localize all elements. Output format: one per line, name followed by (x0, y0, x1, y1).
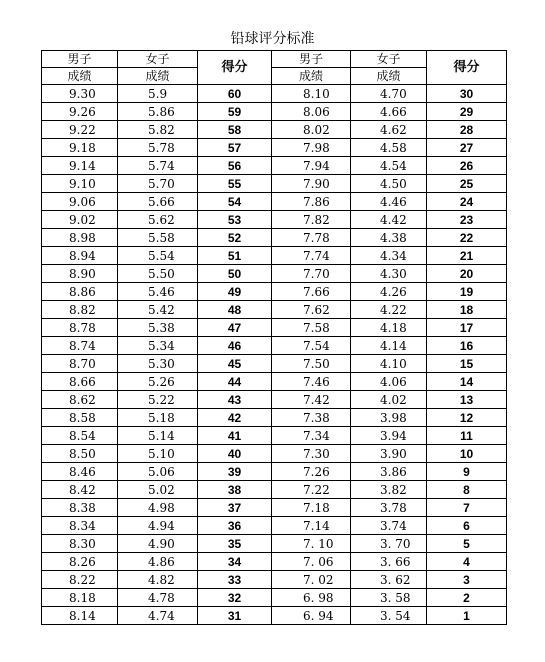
score-cell: 51 (198, 247, 272, 265)
score-cell: 2 (427, 589, 507, 607)
male-result-cell: 8.46 (42, 463, 118, 481)
score-cell: 32 (198, 589, 272, 607)
female-result-cell: 5.10 (118, 445, 198, 463)
female-result-cell: 4.22 (351, 301, 427, 319)
female-result-cell: 5.14 (118, 427, 198, 445)
score-cell: 59 (198, 103, 272, 121)
female-result-cell: 5.30 (118, 355, 198, 373)
female-result-cell: 3.86 (351, 463, 427, 481)
male-result-cell: 9.02 (42, 211, 118, 229)
table-row (42, 571, 507, 589)
female-result-cell: 4.82 (118, 571, 198, 589)
table-row (42, 139, 507, 157)
male-result-cell: 7.78 (272, 229, 351, 247)
score-cell: 48 (198, 301, 272, 319)
score-cell: 5 (427, 535, 507, 553)
male-result-cell: 7.22 (272, 481, 351, 499)
score-cell: 22 (427, 229, 507, 247)
score-cell: 21 (427, 247, 507, 265)
female-header-bottom: 成绩 (118, 68, 198, 85)
score-header: 得分 (427, 51, 507, 85)
female-result-cell: 4.98 (118, 499, 198, 517)
male-result-cell: 7.58 (272, 319, 351, 337)
score-cell: 15 (427, 355, 507, 373)
female-result-cell: 4.06 (351, 373, 427, 391)
table-row (42, 85, 507, 103)
female-result-cell: 4.78 (118, 589, 198, 607)
male-result-cell: 7.82 (272, 211, 351, 229)
male-result-cell: 9.14 (42, 157, 118, 175)
table-row (42, 535, 507, 553)
male-result-cell: 7.54 (272, 337, 351, 355)
header-row-top (42, 51, 507, 68)
table-body (42, 85, 507, 625)
score-cell: 4 (427, 553, 507, 571)
score-cell: 30 (427, 85, 507, 103)
male-result-cell: 8.66 (42, 373, 118, 391)
male-result-cell: 7.98 (272, 139, 351, 157)
score-cell: 16 (427, 337, 507, 355)
male-result-cell: 9.26 (42, 103, 118, 121)
table-row (42, 121, 507, 139)
female-result-cell: 4.54 (351, 157, 427, 175)
male-result-cell: 7.86 (272, 193, 351, 211)
score-cell: 10 (427, 445, 507, 463)
female-result-cell: 3.78 (351, 499, 427, 517)
male-result-cell: 7.30 (272, 445, 351, 463)
female-result-cell: 5.46 (118, 283, 198, 301)
table-row (42, 355, 507, 373)
male-result-cell: 8.34 (42, 517, 118, 535)
female-result-cell: 4.46 (351, 193, 427, 211)
score-cell: 41 (198, 427, 272, 445)
male-result-cell: 7.90 (272, 175, 351, 193)
table-row (42, 427, 507, 445)
male-result-cell: 8.14 (42, 607, 118, 625)
male-result-cell: 8.94 (42, 247, 118, 265)
male-result-cell: 7.50 (272, 355, 351, 373)
table-row (42, 319, 507, 337)
female-result-cell: 4.10 (351, 355, 427, 373)
male-result-cell: 7.38 (272, 409, 351, 427)
score-cell: 1 (427, 607, 507, 625)
male-result-cell: 8.78 (42, 319, 118, 337)
female-result-cell: 3.82 (351, 481, 427, 499)
table-row (42, 391, 507, 409)
male-result-cell: 9.22 (42, 121, 118, 139)
female-result-cell: 3. 70 (351, 535, 427, 553)
table-row (42, 589, 507, 607)
score-cell: 40 (198, 445, 272, 463)
male-result-cell: 8.62 (42, 391, 118, 409)
male-header-bottom: 成绩 (272, 68, 351, 85)
score-cell: 42 (198, 409, 272, 427)
male-result-cell: 6. 98 (272, 589, 351, 607)
female-result-cell: 4.70 (351, 85, 427, 103)
male-result-cell: 8.10 (272, 85, 351, 103)
male-result-cell: 7.34 (272, 427, 351, 445)
female-result-cell: 4.86 (118, 553, 198, 571)
score-cell: 43 (198, 391, 272, 409)
score-cell: 47 (198, 319, 272, 337)
female-result-cell: 5.78 (118, 139, 198, 157)
male-result-cell: 9.06 (42, 193, 118, 211)
male-result-cell: 8.70 (42, 355, 118, 373)
table-row (42, 283, 507, 301)
score-cell: 7 (427, 499, 507, 517)
male-result-cell: 8.98 (42, 229, 118, 247)
female-result-cell: 3.74 (351, 517, 427, 535)
score-cell: 6 (427, 517, 507, 535)
score-cell: 58 (198, 121, 272, 139)
male-result-cell: 7.42 (272, 391, 351, 409)
score-cell: 14 (427, 373, 507, 391)
score-header: 得分 (198, 51, 272, 85)
table-row (42, 499, 507, 517)
table-row (42, 373, 507, 391)
female-result-cell: 5.9 (118, 85, 198, 103)
table-row (42, 553, 507, 571)
female-result-cell: 5.62 (118, 211, 198, 229)
male-result-cell: 8.90 (42, 265, 118, 283)
score-cell: 12 (427, 409, 507, 427)
score-cell: 38 (198, 481, 272, 499)
table-row (42, 265, 507, 283)
score-cell: 13 (427, 391, 507, 409)
female-header-top: 女子 (118, 51, 198, 68)
male-result-cell: 8.50 (42, 445, 118, 463)
female-result-cell: 3.90 (351, 445, 427, 463)
score-cell: 49 (198, 283, 272, 301)
score-cell: 52 (198, 229, 272, 247)
female-result-cell: 4.18 (351, 319, 427, 337)
female-result-cell: 5.34 (118, 337, 198, 355)
score-cell: 19 (427, 283, 507, 301)
female-result-cell: 4.14 (351, 337, 427, 355)
male-result-cell: 7.70 (272, 265, 351, 283)
score-cell: 11 (427, 427, 507, 445)
female-result-cell: 4.74 (118, 607, 198, 625)
table-row (42, 607, 507, 625)
score-cell: 24 (427, 193, 507, 211)
female-result-cell: 5.82 (118, 121, 198, 139)
table-row (42, 445, 507, 463)
score-cell: 9 (427, 463, 507, 481)
score-cell: 25 (427, 175, 507, 193)
score-cell: 55 (198, 175, 272, 193)
table-row (42, 247, 507, 265)
male-result-cell: 8.18 (42, 589, 118, 607)
male-result-cell: 8.22 (42, 571, 118, 589)
female-result-cell: 5.54 (118, 247, 198, 265)
female-result-cell: 5.74 (118, 157, 198, 175)
male-result-cell: 7.94 (272, 157, 351, 175)
male-result-cell: 9.18 (42, 139, 118, 157)
male-result-cell: 7.46 (272, 373, 351, 391)
female-result-cell: 5.50 (118, 265, 198, 283)
table-row (42, 157, 507, 175)
female-result-cell: 4.02 (351, 391, 427, 409)
male-result-cell: 8.38 (42, 499, 118, 517)
male-result-cell: 8.02 (272, 121, 351, 139)
female-result-cell: 5.26 (118, 373, 198, 391)
female-result-cell: 5.06 (118, 463, 198, 481)
male-result-cell: 9.10 (42, 175, 118, 193)
score-cell: 44 (198, 373, 272, 391)
score-cell: 53 (198, 211, 272, 229)
male-result-cell: 8.30 (42, 535, 118, 553)
female-result-cell: 4.94 (118, 517, 198, 535)
table-row (42, 337, 507, 355)
table-row (42, 193, 507, 211)
female-result-cell: 4.34 (351, 247, 427, 265)
male-header-bottom: 成绩 (42, 68, 118, 85)
score-cell: 35 (198, 535, 272, 553)
table-row (42, 301, 507, 319)
score-cell: 20 (427, 265, 507, 283)
female-result-cell: 4.42 (351, 211, 427, 229)
male-header-top: 男子 (272, 51, 351, 68)
table-row (42, 481, 507, 499)
table-row (42, 517, 507, 535)
score-cell: 26 (427, 157, 507, 175)
male-result-cell: 8.54 (42, 427, 118, 445)
female-result-cell: 4.50 (351, 175, 427, 193)
female-header-top: 女子 (351, 51, 427, 68)
female-result-cell: 5.86 (118, 103, 198, 121)
male-result-cell: 7. 10 (272, 535, 351, 553)
male-header-top: 男子 (42, 51, 118, 68)
score-cell: 17 (427, 319, 507, 337)
score-cell: 34 (198, 553, 272, 571)
score-cell: 27 (427, 139, 507, 157)
female-result-cell: 4.62 (351, 121, 427, 139)
female-result-cell: 5.22 (118, 391, 198, 409)
table-row (42, 175, 507, 193)
female-header-bottom: 成绩 (351, 68, 427, 85)
female-result-cell: 5.70 (118, 175, 198, 193)
male-result-cell: 9.30 (42, 85, 118, 103)
score-cell: 28 (427, 121, 507, 139)
score-cell: 54 (198, 193, 272, 211)
female-result-cell: 4.26 (351, 283, 427, 301)
table-row (42, 463, 507, 481)
score-cell: 45 (198, 355, 272, 373)
female-result-cell: 3. 58 (351, 589, 427, 607)
female-result-cell: 3. 62 (351, 571, 427, 589)
score-cell: 8 (427, 481, 507, 499)
male-result-cell: 7.18 (272, 499, 351, 517)
male-result-cell: 7. 06 (272, 553, 351, 571)
score-cell: 3 (427, 571, 507, 589)
table-header (42, 51, 507, 85)
male-result-cell: 7.66 (272, 283, 351, 301)
female-result-cell: 5.38 (118, 319, 198, 337)
score-cell: 56 (198, 157, 272, 175)
male-result-cell: 7.14 (272, 517, 351, 535)
female-result-cell: 3.98 (351, 409, 427, 427)
table-row (42, 229, 507, 247)
male-result-cell: 8.86 (42, 283, 118, 301)
female-result-cell: 5.66 (118, 193, 198, 211)
score-cell: 46 (198, 337, 272, 355)
score-cell: 60 (198, 85, 272, 103)
female-result-cell: 5.58 (118, 229, 198, 247)
male-result-cell: 7.74 (272, 247, 351, 265)
female-result-cell: 5.18 (118, 409, 198, 427)
male-result-cell: 8.82 (42, 301, 118, 319)
page-title: 铅球评分标准 (230, 31, 315, 47)
table-row (42, 103, 507, 121)
male-result-cell: 8.26 (42, 553, 118, 571)
male-result-cell: 8.42 (42, 481, 118, 499)
male-result-cell: 6. 94 (272, 607, 351, 625)
score-cell: 50 (198, 265, 272, 283)
table-row (42, 211, 507, 229)
female-result-cell: 3.94 (351, 427, 427, 445)
male-result-cell: 8.74 (42, 337, 118, 355)
male-result-cell: 7. 02 (272, 571, 351, 589)
score-cell: 37 (198, 499, 272, 517)
female-result-cell: 3. 54 (351, 607, 427, 625)
score-cell: 39 (198, 463, 272, 481)
score-cell: 36 (198, 517, 272, 535)
score-cell: 31 (198, 607, 272, 625)
score-cell: 18 (427, 301, 507, 319)
male-result-cell: 8.58 (42, 409, 118, 427)
female-result-cell: 3. 66 (351, 553, 427, 571)
score-table (41, 50, 507, 625)
female-result-cell: 5.02 (118, 481, 198, 499)
male-result-cell: 8.06 (272, 103, 351, 121)
female-result-cell: 4.30 (351, 265, 427, 283)
female-result-cell: 4.38 (351, 229, 427, 247)
score-cell: 33 (198, 571, 272, 589)
score-cell: 23 (427, 211, 507, 229)
score-cell: 57 (198, 139, 272, 157)
female-result-cell: 4.66 (351, 103, 427, 121)
table-row (42, 409, 507, 427)
female-result-cell: 5.42 (118, 301, 198, 319)
male-result-cell: 7.62 (272, 301, 351, 319)
male-result-cell: 7.26 (272, 463, 351, 481)
female-result-cell: 4.58 (351, 139, 427, 157)
female-result-cell: 4.90 (118, 535, 198, 553)
score-cell: 29 (427, 103, 507, 121)
